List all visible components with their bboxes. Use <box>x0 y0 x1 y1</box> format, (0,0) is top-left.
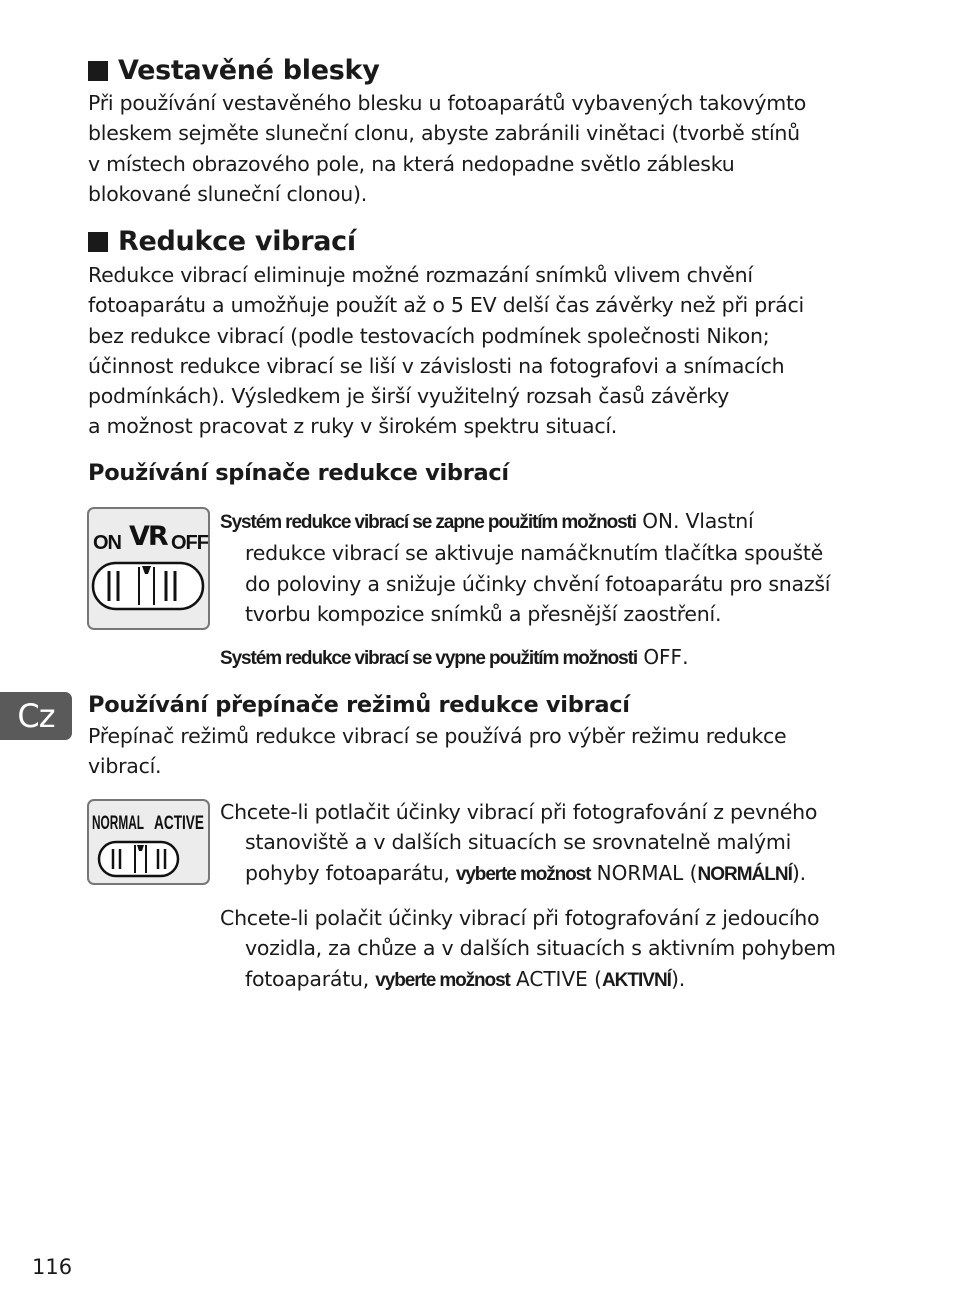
heading-square-bullet-icon <box>88 61 108 81</box>
vr-switch-label-vr: VR <box>129 521 167 552</box>
vibration-reduction-paragraph: Redukce vibrací eliminuje možné rozmazání snímků vlivem chvění fotoaparátu a umožňuje použít až o 5 EV delší čas závěrky než při práci bez redukce vibrací (podle testovacích podmínek společnosti Nikon; účinnost redukce vibrací se liší v závislosti na fotografovi a snímacích podmínkách). Výsledkem je širší využitelný rozsah časů závěrky a možnost pracovat z ruky v širokém spektru situací. <box>88 263 804 439</box>
heading-vr-mode-switch: Používání přepínače režimů redukce vibrací <box>88 692 630 718</box>
heading-vibration-reduction: Redukce vibrací <box>88 225 356 259</box>
builtin-flash-paragraph: Při používání vestavěného blesku u fotoaparátů vybavených takovýmto bleskem sejměte sluneční clonu, abyste zabránili vinětaci (tvorbě stínů v místech obrazového pole, na která nedopadne světlo záblesku blokované sluneční clonou). <box>88 91 807 206</box>
mode-switch-label-normal: NORMAL <box>92 813 145 834</box>
language-tab: Cz <box>0 692 72 740</box>
page-number: 116 <box>32 1255 73 1279</box>
option-off-label: OFF <box>643 645 683 669</box>
heading-vr-switch: Používání spínače redukce vibrací <box>88 460 509 486</box>
vr-switch-label-on: ON <box>93 532 121 554</box>
vr-switch-label-off: OFF <box>171 532 208 554</box>
vr-mode-item-normal: Chcete-li potlačit účinky vibrací při fotografování z pevného stanoviště a v dalších situacích se srovnatelně malými pohyby fotoaparátu, vyberte možnost NORMAL (NORMÁLNÍ). <box>220 800 818 885</box>
vr-switch-item-on: Systém redukce vibrací se zapne použitím možnosti ON. Vlastní redukce vibrací se aktivuje namáčknutím tlačítka spouště do poloviny a snižuje účinky chvění fotoaparátu pro snazší tvorbu kompozice snímků a přesnější zaostření. <box>220 509 831 626</box>
option-on-label: ON <box>642 509 673 533</box>
mode-switch-label-active: ACTIVE <box>154 813 204 834</box>
option-active-label: ACTIVE <box>516 966 588 991</box>
heading-square-bullet-icon <box>88 232 108 252</box>
vr-mode-switch-icon <box>87 799 210 885</box>
vr-switch-item-off: Systém redukce vibrací se vypne použitím možnosti OFF. <box>220 645 689 669</box>
vr-mode-item-active: Chcete-li polačit účinky vibrací při fotografování z jedoucího vozidla, za chůze a v dalších situacích s aktivním pohybem fotoaparátu, vyberte možnost ACTIVE (AKTIVNÍ). <box>220 906 836 991</box>
option-normal-label: NORMAL <box>596 860 684 885</box>
vr-switch-icon <box>87 507 210 630</box>
vr-mode-paragraph: Přepínač režimů redukce vibrací se používá pro výběr režimu redukce vibrací. <box>88 724 787 779</box>
heading-builtin-flash: Vestavěné blesky <box>88 54 380 88</box>
